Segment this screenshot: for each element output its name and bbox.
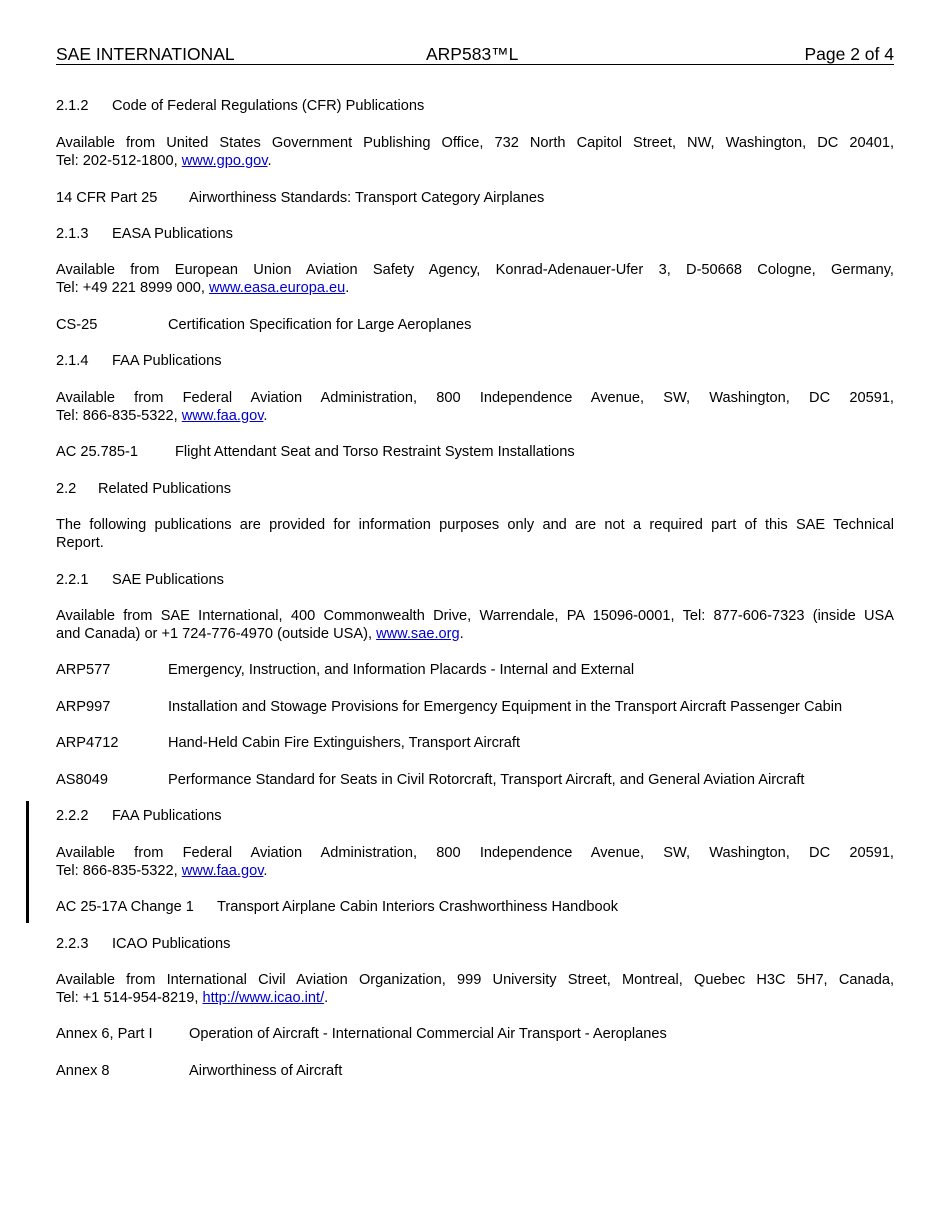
section-title: SAE Publications [112, 572, 224, 588]
section-heading-2-2-2 [56, 807, 894, 825]
section-title: FAA Publications [112, 353, 222, 369]
reference-code: CS-25 [56, 317, 98, 333]
punctuation: . [459, 626, 464, 642]
reference-item [56, 898, 894, 916]
section-number: 2.1.3 [56, 226, 89, 242]
reference-item [56, 316, 894, 334]
availability-line [56, 407, 894, 425]
reference-item [56, 734, 894, 752]
reference-item [56, 661, 894, 679]
availability-line: Available from Federal Aviation Administration, 800 Independence Avenue, SW, Washington, DC 20591, [56, 390, 894, 406]
reference-code: ARP577 [56, 662, 111, 678]
punctuation: . [345, 280, 350, 296]
reference-title: Hand-Held Cabin Fire Extinguishers, Transport Aircraft [168, 735, 521, 751]
section-heading-2-2 [56, 480, 894, 498]
section-number: 2.2.1 [56, 572, 89, 588]
section-number: 2.2 [56, 481, 77, 497]
section-title: Related Publications [98, 481, 232, 497]
reference-title: Certification Specification for Large Aeroplanes [168, 317, 472, 333]
availability-paragraph-sae [56, 607, 894, 643]
punctuation: . [324, 990, 329, 1006]
icao-link[interactable]: http://www.icao.int/ [202, 990, 325, 1006]
reference-title: Emergency, Instruction, and Information Placards - Internal and External [168, 662, 635, 678]
reference-item [56, 1025, 894, 1043]
availability-paragraph-easa [56, 261, 894, 297]
availability-line: Available from Federal Aviation Administration, 800 Independence Avenue, SW, Washington, DC 20591, [56, 845, 894, 861]
section-title: Code of Federal Regulations (CFR) Publications [112, 98, 425, 114]
easa-link[interactable]: www.easa.europa.eu [208, 280, 346, 296]
section-title: ICAO Publications [112, 936, 231, 952]
availability-line: Available from European Union Aviation Safety Agency, Konrad-Adenauer-Ufer 3, D-50668 Cologne, Germany, [56, 262, 894, 278]
sae-link[interactable]: www.sae.org [376, 626, 460, 642]
section-number: 2.1.4 [56, 353, 89, 369]
related-publications-paragraph [56, 516, 894, 552]
availability-paragraph-icao [56, 971, 894, 1007]
revision-change-bar [26, 801, 29, 923]
faa-link[interactable]: www.faa.gov [181, 408, 264, 424]
header-org: SAE INTERNATIONAL [56, 44, 235, 64]
section-number: 2.2.3 [56, 936, 89, 952]
reference-title: Transport Airplane Cabin Interiors Crashworthiness Handbook [217, 899, 618, 915]
section-title: EASA Publications [112, 226, 233, 242]
section-title: FAA Publications [112, 808, 222, 824]
reference-title: Performance Standard for Seats in Civil Rotorcraft, Transport Aircraft, and General Aviation Aircraft [168, 772, 805, 788]
availability-paragraph-cfr [56, 134, 894, 170]
availability-text: Tel: 866-835-5322, [56, 863, 182, 879]
reference-code: Annex 8 [56, 1063, 110, 1079]
reference-code: 14 CFR Part 25 [56, 190, 158, 206]
availability-line [56, 989, 894, 1007]
reference-code: Annex 6, Part I [56, 1026, 153, 1042]
gpo-link[interactable]: www.gpo.gov [181, 153, 268, 169]
availability-paragraph-faa [56, 389, 894, 425]
reference-item [56, 698, 894, 716]
reference-item [56, 443, 894, 461]
faa-link[interactable]: www.faa.gov [181, 863, 264, 879]
header-page-number: Page 2 of 4 [804, 44, 894, 64]
reference-code: AS8049 [56, 772, 108, 788]
paragraph-line: The following publications are provided for information purposes only and are not a required part of this SAE Technical [56, 517, 894, 533]
availability-line: Available from International Civil Aviation Organization, 999 University Street, Montreal, Quebec H3C 5H7, Canada, [56, 972, 894, 988]
reference-code: AC 25-17A Change 1 [56, 899, 194, 915]
availability-text: Tel: +1 514-954-8219, [56, 990, 203, 1006]
reference-title: Installation and Stowage Provisions for Emergency Equipment in the Transport Aircraft Passenger Cabin [168, 699, 843, 715]
availability-line: Available from SAE International, 400 Commonwealth Drive, Warrendale, PA 15096-0001, Tel: 877-606-7323 (inside USA [56, 608, 894, 624]
availability-line [56, 862, 894, 880]
reference-code: AC 25.785-1 [56, 444, 138, 460]
availability-line: Available from United States Government Publishing Office, 732 North Capitol Street, NW, Washington, DC 20401, [56, 135, 894, 151]
reference-item [56, 189, 894, 207]
punctuation: . [267, 153, 272, 169]
reference-item [56, 1062, 894, 1080]
reference-code: ARP4712 [56, 735, 119, 751]
reference-code: ARP997 [56, 699, 111, 715]
section-heading-2-1-3 [56, 225, 894, 243]
availability-text: Tel: +49 221 8999 000, [56, 280, 209, 296]
reference-title: Operation of Aircraft - International Commercial Air Transport - Aeroplanes [189, 1026, 667, 1042]
availability-line [56, 625, 894, 643]
availability-text: Tel: 866-835-5322, [56, 408, 182, 424]
reference-title: Airworthiness of Aircraft [189, 1063, 343, 1079]
availability-text: Tel: 202-512-1800, [56, 153, 182, 169]
availability-line [56, 152, 894, 170]
reference-title: Flight Attendant Seat and Torso Restraint System Installations [175, 444, 575, 460]
punctuation: . [263, 408, 268, 424]
section-heading-2-2-3 [56, 935, 894, 953]
page-header [56, 44, 894, 65]
paragraph-line: Report. [56, 535, 104, 551]
section-heading-2-1-4 [56, 352, 894, 370]
availability-line [56, 279, 894, 297]
section-heading-2-1-2 [56, 97, 894, 115]
availability-paragraph-faa-related [56, 844, 894, 880]
reference-item [56, 771, 894, 789]
section-number: 2.1.2 [56, 98, 89, 114]
reference-title: Airworthiness Standards: Transport Category Airplanes [189, 190, 545, 206]
section-heading-2-2-1 [56, 571, 894, 589]
punctuation: . [263, 863, 268, 879]
section-number: 2.2.2 [56, 808, 89, 824]
header-doc-id: ARP583™L [426, 44, 519, 64]
availability-text: and Canada) or +1 724-776-4970 (outside USA), [56, 626, 377, 642]
